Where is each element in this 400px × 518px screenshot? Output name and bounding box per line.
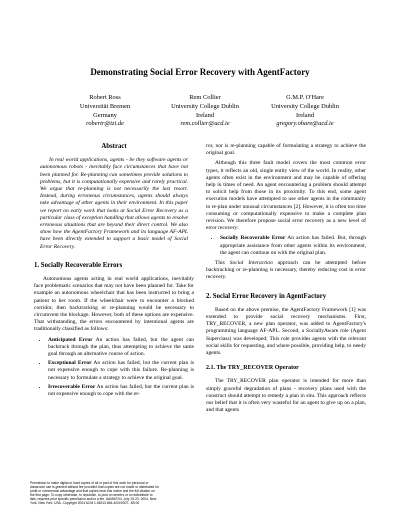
subsection-heading: 2.1. The TRY_RECOVER Operator	[206, 365, 299, 372]
item-text: An action has failed, but the current plan is not expensive enough to cope with this failure. Re-planning is necessary to formulate a strategy to achieve the original goal.	[48, 360, 195, 381]
author-1	[55, 94, 155, 129]
list-item	[48, 360, 194, 382]
author-email: gregory.ohare@ucd.ie	[276, 120, 334, 128]
paragraph: Although this three fault model covers the most common error types, it reflects an old, single entity view of the world. In reality, other agents often exist in the environment and may be capable of offering help in times of need. An agent encountering a problem should attempt to solicit help from those in its proximity. To this end, some agent execution models have attempted to use other agents in the community to re-plan under unusual circumstances [2]. However, it is often too time consuming or computationally expensive to make a complete plan revision. We therefore propose social error recovery as a new level of error recovery:	[206, 160, 366, 232]
item-term: Anticipated Error	[48, 336, 93, 343]
abstract-text: In real world applications, agents - be they software agents or autonomous robots - inevitably face circumstances that have not been planned for. Re-planning can sometimes provide solutions to problems, but it is computationally expensive and rarely practical. We argue that re-planning is not necessarily the last resort. Instead, during erroneous circumstances, agents should always take advantage of other agents in their environment. In this paper we report on early work that looks at Social Error Recovery as a particular class of exception handling that allows agents to resolve erroneous situations that are beyond their direct control. We also show how the AgentFactory Framework and its language AF-APL have been directly extended to support a basic model of Social Error Recovery.	[40, 157, 188, 250]
author-2	[155, 94, 255, 129]
item-term: Irrecoverable Error	[48, 383, 96, 390]
paragraph: The TRY_RECOVER plan operator is intended for more than simply graceful degradation of plans - recovery plans used with the construct should attempt to remedy a plan in situ. This approach reflects our belief that it is often very wasteful for an agent to give up on a plan, and that agents	[206, 378, 366, 414]
author-name: Rem Collier	[189, 94, 221, 101]
list-item	[48, 384, 194, 398]
text-span: This	[215, 260, 230, 267]
continued-paragraph: ror, nor is re-planning capable of formulating a strategy to achieve the original goal.	[206, 143, 366, 157]
author-location: Germany	[93, 111, 117, 119]
emphasis: Social Interaction	[229, 260, 273, 267]
author-3	[255, 94, 355, 129]
left-column	[34, 143, 194, 401]
paragraph	[206, 260, 366, 282]
paragraph: Based on the above premise, the AgentFactory Framework [1] was extended to provide social recovery mechanisms. First, TRY_RECOVER, a new plan operator, was added to AgentFactory's programming language AF-APL. Second, a SociallyAware role (Agent Superclass) was developed; This role provides agents with the relevant social skills for requesting, and where possible, providing help, to needy agents.	[206, 306, 366, 357]
item-text: An action has failed, but the current plan is not expensive enough to cope with the er-	[48, 383, 194, 398]
section-2-heading: 2. Social Error Recovery in AgentFactory	[206, 292, 327, 300]
error-type-list	[34, 337, 194, 399]
text-span: approach can be attempted before backtracking or re-planning is necessary, thereby reducing cost in error recovery.	[206, 260, 366, 281]
list-item	[48, 337, 194, 359]
author-email: robertr@tzi.de	[86, 120, 124, 128]
copyright-footnote: Permission to make digital or hard copies of all or part of this work for personal or classroom use is granted without fee provided that copies are not made or distributed for profit or commercial advantage and that copies bear this notice and the full citation on the first page. To copy otherwise, to republish, to post on servers or to redistribute to lists, requires prior specific permission and/or a fee. AAMAS'04, July 19-23, 2004, New York, New York, USA. Copyright 2004 ACM 1-58113-864-4/04/0007...$5.00	[30, 481, 160, 506]
abstract-heading: Abstract	[101, 143, 127, 150]
author-name: Robert Ross	[89, 94, 121, 101]
item-text: An action has failed. But, through appropriate assistance from other agents within its environment, the agent can continue on with the original plan.	[220, 235, 367, 256]
paper-title: Demonstrating Social Error Recovery with AgentFactory	[90, 67, 310, 77]
list-item	[220, 235, 366, 257]
social-error-list	[206, 235, 366, 257]
item-term: Socially Recoverable Error	[220, 235, 286, 242]
author-block	[55, 94, 355, 129]
author-affiliation: University College Dublin	[271, 102, 339, 110]
author-name: G.M.P. O'Hare	[286, 94, 324, 101]
section-1-paragraph: Autonomous agents acting in real world applications, inevitably face problematic scenarios that may not have been planned for. Take for example an autonomous wheelchair that has been instructed to bring a patient to her room. If the wheelchair were to encounter a blocked corridor, then backtracking or re-planning would be necessary to circumvent the blockage. However, both of these options are expensive. That withstanding, the errors encountered by intentional agents are traditionally classified as follows:	[34, 276, 194, 333]
section-1-heading: 1. Socially Recoverable Errors	[34, 261, 123, 269]
author-location: Ireland	[295, 111, 315, 119]
item-text: An action has failed, but the agent can backtrack through the plan, thus attempting to achieve the same goal through an alternative course of action.	[48, 336, 194, 358]
author-affiliation: Universität Bremen	[79, 102, 131, 110]
right-column	[206, 143, 366, 418]
author-location: Ireland	[195, 111, 215, 119]
author-email: rem.collier@ucd.ie	[180, 120, 230, 128]
author-affiliation: University College Dublin	[171, 102, 239, 110]
item-term: Exceptional Error	[48, 360, 92, 367]
